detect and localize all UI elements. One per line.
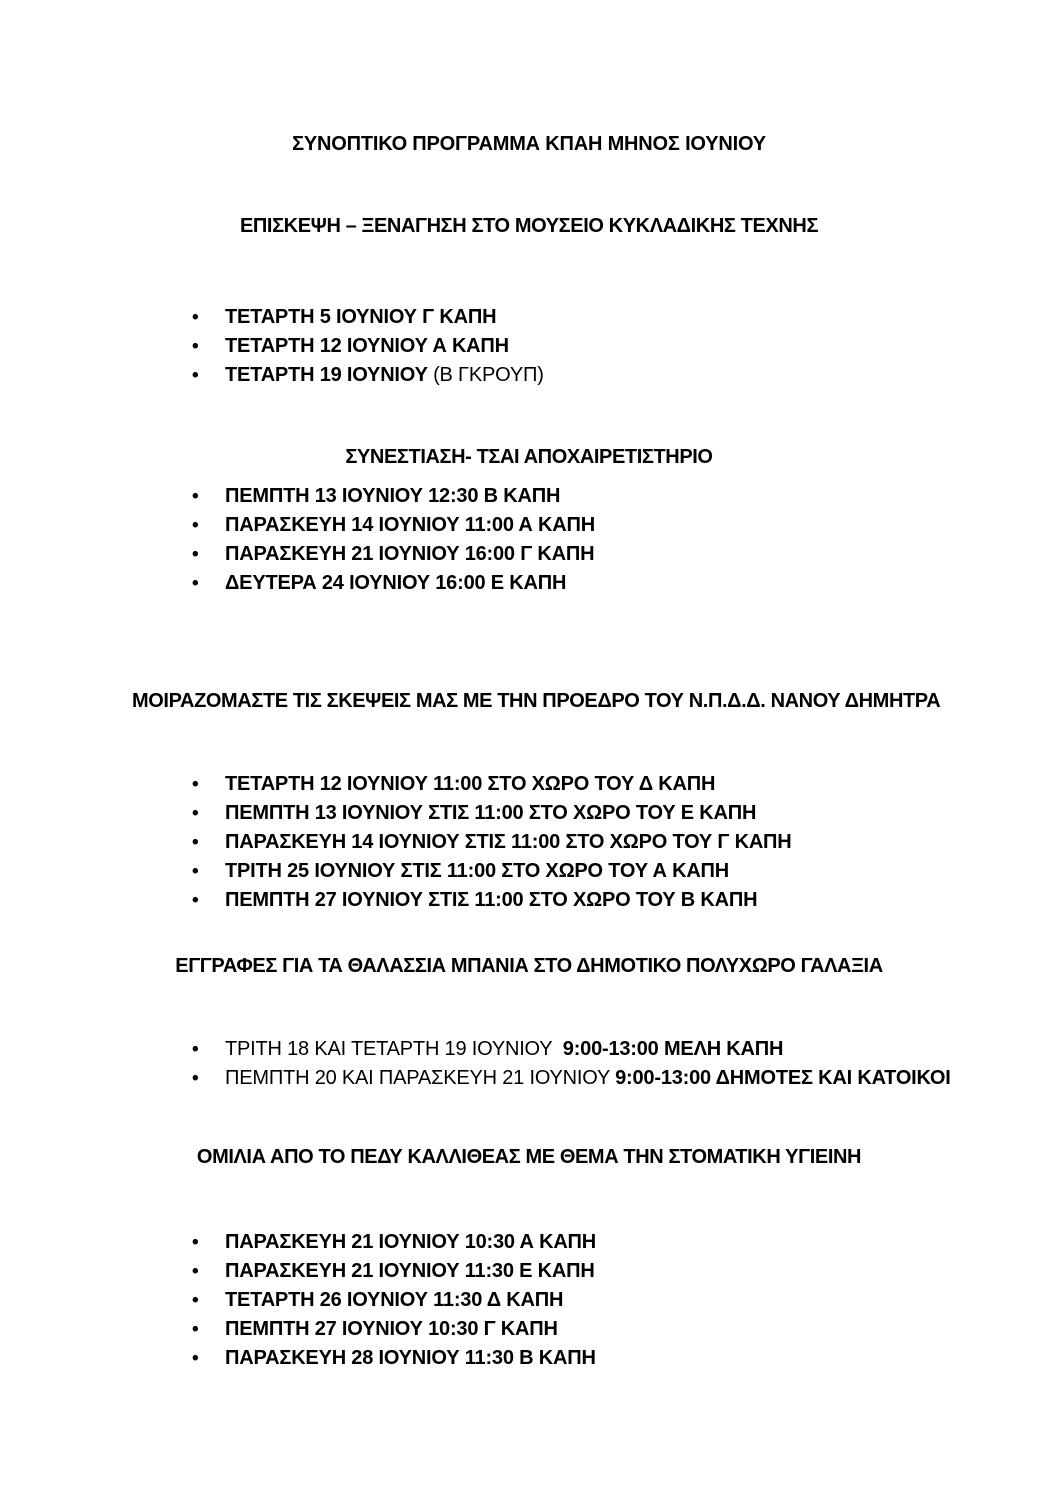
- list-item: [132, 569, 926, 598]
- list-item: [132, 511, 926, 540]
- list-item-text: ΠΑΡΑΣΚΕΥΗ 14 ΙΟΥΝΙΟΥ 11:00 Α ΚΑΠΗ: [225, 514, 595, 536]
- section-heading-museum-visit: ΕΠΙΣΚΕΨΗ – ΞΕΝΑΓΗΣΗ ΣΤΟ ΜΟΥΣΕΙΟ ΚΥΚΛΑΔΙΚΗΣ ΤΕΧΝΗΣ: [239, 215, 819, 237]
- list-item: [132, 482, 926, 511]
- list-item: [132, 799, 926, 828]
- bullet-icon: •: [192, 307, 199, 328]
- bullet-icon: •: [192, 832, 199, 853]
- list-item: [132, 770, 926, 799]
- section-list-oral-hygiene-talk: [132, 1228, 926, 1373]
- list-item: [132, 1315, 926, 1344]
- section-heading-oral-hygiene-talk: ΟΜΙΛΙΑ ΑΠΟ ΤΟ ΠΕΔΥ ΚΑΛΛΙΘΕΑΣ ΜΕ ΘΕΜΑ ΤΗΝ ΣΤΟΜΑΤΙΚΗ ΥΓΙΕΙΝΗ: [196, 1146, 862, 1168]
- bullet-icon: •: [192, 1290, 199, 1311]
- bullet-icon: •: [192, 544, 199, 565]
- list-item: [132, 1035, 926, 1064]
- bullet-icon: •: [192, 365, 199, 386]
- list-item-text: ΤΕΤΑΡΤΗ 12 ΙΟΥΝΙΟΥ Α ΚΑΠΗ: [225, 335, 509, 357]
- list-item: [132, 1286, 926, 1315]
- list-item: [132, 540, 926, 569]
- bullet-icon: •: [192, 890, 199, 911]
- list-item-text: ΠΑΡΑΣΚΕΥΗ 14 ΙΟΥΝΙΟΥ ΣΤΙΣ 11:00 ΣΤΟ ΧΩΡΟ ΤΟΥ Γ ΚΑΠΗ: [225, 831, 792, 853]
- list-item-text: ΠΕΜΠΤΗ 20 ΚΑΙ ΠΑΡΑΣΚΕΥΗ 21 ΙΟΥΝΙΟΥ: [225, 1067, 616, 1089]
- list-item-text: ΤΡΙΤΗ 25 ΙΟΥΝΙΟΥ ΣΤΙΣ 11:00 ΣΤΟ ΧΩΡΟ ΤΟΥ Α ΚΑΠΗ: [225, 860, 730, 882]
- list-item: [132, 886, 926, 915]
- list-item: [132, 303, 926, 332]
- list-item-text: 9:00-13:00 ΜΕΛΗ ΚΑΠΗ: [562, 1038, 784, 1060]
- list-item: [132, 361, 926, 390]
- list-item-text: ΤΕΤΑΡΤΗ 26 ΙΟΥΝΙΟΥ 11:30 Δ ΚΑΠΗ: [225, 1289, 564, 1311]
- bullet-icon: •: [192, 803, 199, 824]
- list-item-text: 9:00-13:00 ΔΗΜΟΤΕΣ ΚΑΙ ΚΑΤΟΙΚΟΙ: [615, 1067, 951, 1089]
- bullet-icon: •: [192, 573, 199, 594]
- list-item-text: (Β ΓΚΡΟΥΠ): [433, 364, 544, 386]
- bullet-icon: •: [192, 515, 199, 536]
- bullet-icon: •: [192, 486, 199, 507]
- bullet-icon: •: [192, 774, 199, 795]
- list-item-text: ΠΑΡΑΣΚΕΥΗ 21 ΙΟΥΝΙΟΥ 16:00 Γ ΚΑΠΗ: [225, 543, 595, 565]
- list-item: [132, 1257, 926, 1286]
- list-item-text: ΠΕΜΠΤΗ 13 ΙΟΥΝΙΟΥ ΣΤΙΣ 11:00 ΣΤΟ ΧΩΡΟ ΤΟΥ Ε ΚΑΠΗ: [225, 802, 757, 824]
- list-item-text: ΠΕΜΠΤΗ 13 ΙΟΥΝΙΟΥ 12:30 Β ΚΑΠΗ: [225, 485, 561, 507]
- bullet-icon: •: [192, 1039, 199, 1060]
- list-item-text: ΔΕΥΤΕΡΑ 24 ΙΟΥΝΙΟΥ 16:00 Ε ΚΑΠΗ: [225, 572, 567, 594]
- list-item-text: ΤΕΤΑΡΤΗ 5 ΙΟΥΝΙΟΥ Γ ΚΑΠΗ: [225, 306, 497, 328]
- section-list-museum-visit: [132, 303, 926, 390]
- bullet-icon: •: [192, 1348, 199, 1369]
- list-item-text: ΠΕΜΠΤΗ 27 ΙΟΥΝΙΟΥ 10:30 Γ ΚΑΠΗ: [225, 1318, 558, 1340]
- section-list-tea-farewell: [132, 482, 926, 598]
- section-list-share-thoughts-president: [132, 770, 926, 915]
- list-item: [132, 1344, 926, 1373]
- bullet-icon: •: [192, 1232, 199, 1253]
- list-item-text: ΠΑΡΑΣΚΕΥΗ 21 ΙΟΥΝΙΟΥ 11:30 Ε ΚΑΠΗ: [225, 1260, 595, 1282]
- list-item-text: ΤΕΤΑΡΤΗ 19 ΙΟΥΝΙΟΥ: [225, 364, 434, 386]
- bullet-icon: •: [192, 1319, 199, 1340]
- list-item-text: ΤΡΙΤΗ 18 ΚΑΙ ΤΕΤΑΡΤΗ 19 ΙΟΥΝΙΟΥ: [225, 1038, 563, 1060]
- section-list-sea-baths-registration: [132, 1035, 951, 1093]
- list-item: [132, 828, 926, 857]
- list-item: [132, 1064, 951, 1093]
- section-heading-sea-baths-registration: ΕΓΓΡΑΦΕΣ ΓΙΑ ΤΑ ΘΑΛΑΣΣΙΑ ΜΠΑΝΙΑ ΣΤΟ ΔΗΜΟΤΙΚΟ ΠΟΛΥΧΩΡΟ ΓΑΛΑΞΙΑ: [175, 955, 883, 977]
- bullet-icon: •: [192, 1261, 199, 1282]
- list-item: [132, 332, 926, 361]
- section-heading-share-thoughts-president: ΜΟΙΡΑΖΟΜΑΣΤΕ ΤΙΣ ΣΚΕΨΕΙΣ ΜΑΣ ΜΕ ΤΗΝ ΠΡΟΕΔΡΟ ΤΟΥ Ν.Π.Δ.Δ. ΝΑΝΟΥ ΔΗΜΗΤΡΑ: [132, 690, 941, 712]
- list-item-text: ΤΕΤΑΡΤΗ 12 ΙΟΥΝΙΟΥ 11:00 ΣΤΟ ΧΩΡΟ ΤΟΥ Δ ΚΑΠΗ: [225, 773, 716, 795]
- document-title: ΣΥΝΟΠΤΙΚΟ ΠΡΟΓΡΑΜΜΑ ΚΠΑΗ ΜΗΝΟΣ ΙΟΥΝΙΟΥ: [292, 133, 766, 155]
- list-item-text: ΠΑΡΑΣΚΕΥΗ 28 ΙΟΥΝΙΟΥ 11:30 Β ΚΑΠΗ: [225, 1347, 596, 1369]
- list-item: [132, 1228, 926, 1257]
- bullet-icon: •: [192, 336, 199, 357]
- bullet-icon: •: [192, 861, 199, 882]
- bullet-icon: •: [192, 1068, 199, 1089]
- list-item: [132, 857, 926, 886]
- list-item-text: ΠΑΡΑΣΚΕΥΗ 21 ΙΟΥΝΙΟΥ 10:30 Α ΚΑΠΗ: [225, 1231, 597, 1253]
- section-heading-tea-farewell: ΣΥΝΕΣΤΙΑΣΗ- ΤΣΑΙ ΑΠΟΧΑΙΡΕΤΙΣΤΗΡΙΟ: [345, 446, 713, 468]
- list-item-text: ΠΕΜΠΤΗ 27 ΙΟΥΝΙΟΥ ΣΤΙΣ 11:00 ΣΤΟ ΧΩΡΟ ΤΟΥ Β ΚΑΠΗ: [225, 889, 758, 911]
